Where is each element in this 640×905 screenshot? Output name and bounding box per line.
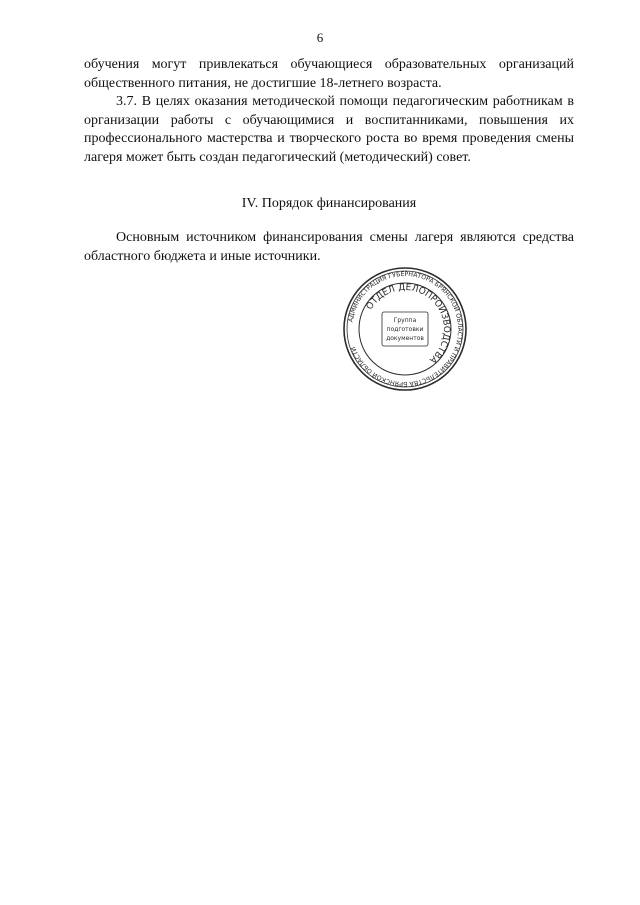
- section-heading: IV. Порядок финансирования: [241, 196, 417, 211]
- page-number: 6: [316, 30, 324, 45]
- paragraph-financing: Основным источником финансирования смены лагеря являются средства областного бюджета и иные источники.: [84, 230, 574, 264]
- paragraph-continuation: обучения могут привлекаться обучающиеся образовательных организаций общественного питания, не достигшие 18-летнего возраста.: [84, 57, 574, 91]
- stamp-seal-graphic: [342, 266, 468, 392]
- stamp-center-line-1: Группа: [393, 317, 417, 324]
- stamp-center-line-3: документов: [386, 335, 424, 342]
- official-stamp: [342, 266, 468, 392]
- paragraph-3-7: 3.7. В целях оказания методической помощи педагогическим работникам в организации работы с обучающимися и воспитанниками, повышения их профессионального мастерства и творческого роста во время проведения смены лагеря может быть создан педагогический (методический) совет.: [84, 94, 574, 165]
- stamp-outer-text: АДМИНИСТРАЦИЯ ГУБЕРНАТОРА БРЯНСКОЙ ОБЛАСТИ И ПРАВИТЕЛЬСТВА БРЯНСКОЙ ОБЛАСТИ: [347, 270, 464, 388]
- stamp-inner-text: ОТДЕЛ ДЕЛОПРОИЗВОДСТВА: [364, 282, 452, 365]
- stamp-center-line-2: подготовки: [386, 326, 424, 333]
